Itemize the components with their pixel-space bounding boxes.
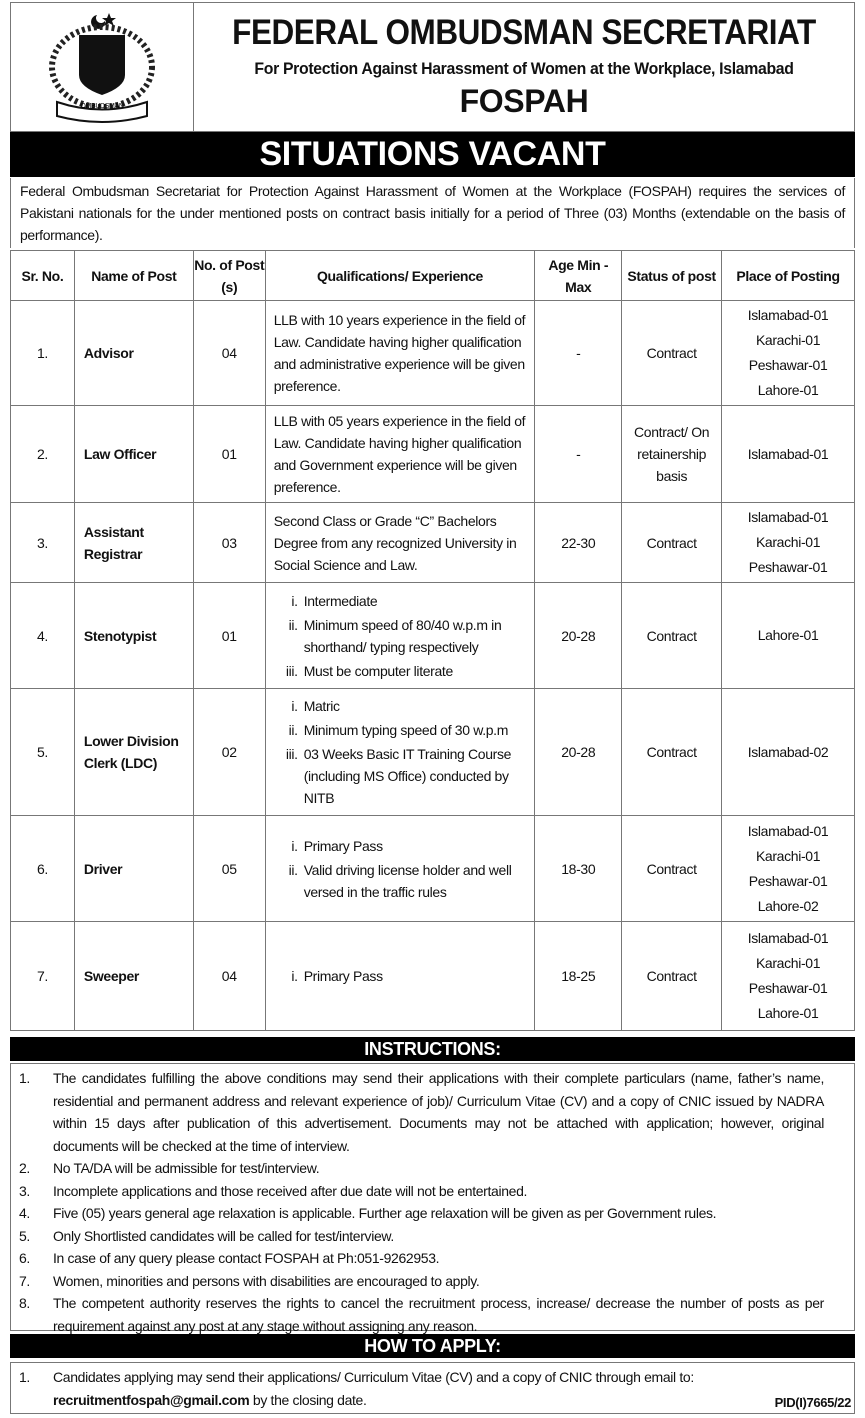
situations-vacant-banner: SITUATIONS VACANT — [10, 132, 855, 177]
table-row — [11, 583, 855, 689]
item-text: Intermediate — [303, 592, 378, 609]
logo-text: OMBUDSMAN — [80, 103, 124, 110]
table-row — [11, 406, 855, 503]
table-row — [11, 816, 855, 922]
post-status: Contract — [622, 503, 722, 583]
instructions-heading: INSTRUCTIONS: — [10, 1037, 855, 1061]
post-count: 01 — [193, 406, 265, 503]
qualification-list — [274, 835, 527, 903]
posting-places — [722, 503, 855, 583]
qualifications — [265, 816, 535, 922]
post-status: Contract — [622, 301, 722, 406]
instruction-item — [19, 1247, 824, 1270]
instruction-text: Women, minorities and persons with disabilities are encouraged to apply. — [53, 1272, 480, 1289]
qualifications — [265, 503, 535, 583]
column-header: Status of post — [622, 251, 722, 301]
age-range: 20-28 — [535, 583, 622, 689]
qualification-text: LLB with 10 years experience in the field of Law. Candidate having higher qualification and administrative experience will be given preference. — [273, 312, 526, 394]
how-to-apply-heading: HOW TO APPLY: — [10, 1334, 855, 1358]
instruction-number: 4. — [19, 1205, 30, 1221]
instructions-list — [10, 1063, 855, 1334]
item-text: Must be computer literate — [303, 662, 453, 679]
ombudsman-logo — [11, 3, 194, 131]
instruction-number: 7. — [19, 1272, 30, 1289]
post-status: Contract — [622, 583, 722, 689]
qualification-text: LLB with 05 years experience in the field of Law. Candidate having higher qualification and Government experience will be given preference. — [273, 413, 526, 495]
serial-number: 3. — [11, 503, 75, 583]
posting-place: Lahore-01 — [757, 1005, 819, 1021]
post-count: 01 — [193, 583, 265, 689]
instruction-item — [19, 1157, 824, 1180]
serial-number: 4. — [11, 583, 75, 689]
item-text: Minimum typing speed of 30 w.p.m — [303, 722, 509, 738]
instruction-item — [19, 1292, 824, 1337]
item-text: Valid driving license holder and well versed in the traffic rules — [303, 861, 512, 900]
posting-place: Peshawar-01 — [748, 357, 828, 373]
post-count: 05 — [193, 816, 265, 922]
instruction-number: 1. — [19, 1070, 30, 1086]
column-header: Age Min - Max — [535, 251, 622, 301]
qualification-list — [274, 695, 527, 809]
instruction-item — [19, 1180, 824, 1203]
table-row — [11, 689, 855, 816]
posting-place: Peshawar-01 — [748, 872, 828, 889]
post-status: Contract — [622, 922, 722, 1031]
instruction-item — [19, 1067, 824, 1157]
posting-place: Peshawar-01 — [748, 980, 828, 996]
posting-places — [722, 922, 855, 1031]
age-range: 22-30 — [535, 503, 622, 583]
age-range: 20-28 — [535, 689, 622, 816]
item-number: i. — [291, 592, 298, 609]
posting-place: Islamabad-01 — [747, 930, 829, 946]
post-count: 02 — [193, 689, 265, 816]
instruction-number: 3. — [19, 1182, 30, 1199]
qualification-item — [274, 660, 527, 682]
table-row — [11, 922, 855, 1031]
apply-text: Candidates applying may send their applications/ Curriculum Vitae (CV) and a copy of CNIC through email to: — [53, 1369, 694, 1385]
posting-places — [722, 583, 855, 689]
instruction-text: The competent authority reserves the rights to cancel the recruitment process, increase/ decrease the number of posts as per requirement against any post at any stage without assigning any reason. — [53, 1295, 824, 1334]
post-name: Assistant Registrar — [74, 503, 193, 583]
item-number: i. — [291, 837, 298, 854]
qualification-list — [274, 965, 527, 987]
posting-places — [722, 301, 855, 406]
item-text: Matric — [303, 698, 340, 714]
post-name: Sweeper — [74, 922, 193, 1031]
pid-number: PID(I)7665/22 — [774, 1395, 851, 1410]
org-subtitle: For Protection Against Harassment of Women at the Workplace, Islamabad — [254, 59, 794, 78]
posting-place: Lahore-01 — [757, 382, 819, 398]
posting-places — [722, 689, 855, 816]
serial-number: 7. — [11, 922, 75, 1031]
instruction-item — [19, 1225, 824, 1248]
posting-place: Lahore-01 — [757, 627, 819, 643]
apply-suffix: by the closing date. — [249, 1391, 367, 1408]
column-header: Sr. No. — [11, 251, 75, 301]
instruction-number: 5. — [19, 1227, 30, 1244]
column-header: Place of Posting — [722, 251, 855, 301]
posting-place: Peshawar-01 — [748, 559, 828, 575]
qualifications — [265, 301, 535, 406]
post-status: Contract — [622, 689, 722, 816]
posting-place: Karachi-01 — [755, 847, 821, 864]
posting-place: Islamabad-01 — [747, 822, 829, 839]
post-status: Contract/ On retainership basis — [622, 406, 722, 503]
qualification-text: Second Class or Grade “C” Bachelors Degree from any recognized University in Social Science and Law. — [273, 512, 517, 573]
item-number: iii. — [285, 662, 298, 679]
instruction-item — [19, 1202, 824, 1225]
posting-place: Karachi-01 — [755, 534, 821, 550]
post-name: Stenotypist — [74, 583, 193, 689]
qualification-item — [274, 695, 527, 717]
how-to-apply-box — [10, 1362, 855, 1414]
intro-paragraph: Federal Ombudsman Secretariat for Protection Against Harassment of Women at the Workplace (FOSPAH) requires the services of Pakistani nationals for the under mentioned posts on contract basis initially for a period of Three (03) Months (extendable on the basis of performance). — [10, 178, 855, 248]
instruction-item — [19, 1270, 824, 1293]
posting-place: Islamabad-01 — [747, 307, 829, 323]
instruction-text: Incomplete applications and those received after due date will not be entertained. — [53, 1182, 528, 1199]
post-name: Law Officer — [74, 406, 193, 503]
post-count: 04 — [193, 301, 265, 406]
qualifications — [265, 583, 535, 689]
org-title: FEDERAL OMBUDSMAN SECRETARIAT — [232, 13, 816, 52]
qualification-item — [274, 743, 527, 809]
qualification-item — [274, 835, 527, 857]
instruction-text: The candidates fulfilling the above conditions may send their applications with their complete particulars (name, father’s name, residential and permanent address and relevant experience of job)/ Curriculum Vitae (CV) and a copy of CNIC issued by NADRA within 15 days after publication of this advertisement. Documents may not be attached with application; however, original documents will be checked at the time of interview. — [53, 1070, 824, 1154]
qualification-item — [274, 965, 527, 987]
instruction-number: 8. — [19, 1295, 30, 1311]
qualifications — [265, 406, 535, 503]
posting-place: Islamabad-01 — [747, 445, 829, 462]
post-count: 03 — [193, 503, 265, 583]
item-number: i. — [291, 698, 298, 714]
serial-number: 5. — [11, 689, 75, 816]
qualifications — [265, 922, 535, 1031]
serial-number: 2. — [11, 406, 75, 503]
age-range: 18-25 — [535, 922, 622, 1031]
instruction-text: No TA/DA will be admissible for test/interview. — [53, 1160, 320, 1176]
posting-places — [722, 816, 855, 922]
table-row — [11, 503, 855, 583]
age-range: - — [535, 406, 622, 503]
instruction-text: Only Shortlisted candidates will be called for test/interview. — [53, 1227, 394, 1244]
instruction-text: In case of any query please contact FOSPAH at Ph:051-9262953. — [53, 1250, 440, 1266]
vacancies-table — [10, 250, 855, 1031]
instruction-number: 2. — [19, 1160, 30, 1176]
item-text: Primary Pass — [303, 968, 383, 984]
org-acronym: FOSPAH — [459, 83, 589, 119]
instruction-number: 6. — [19, 1250, 30, 1266]
item-number: i. — [291, 968, 298, 984]
serial-number: 1. — [11, 301, 75, 406]
qualifications — [265, 689, 535, 816]
post-name: Advisor — [74, 301, 193, 406]
serial-number: 6. — [11, 816, 75, 922]
post-status: Contract — [622, 816, 722, 922]
apply-number: 1. — [19, 1369, 30, 1385]
age-range: - — [535, 301, 622, 406]
age-range: 18-30 — [535, 816, 622, 922]
posting-place: Islamabad-01 — [747, 509, 829, 525]
qualification-list — [274, 590, 527, 682]
item-text: 03 Weeks Basic IT Training Course (including MS Office) conducted by NITB — [303, 746, 512, 806]
apply-email-link[interactable]: recruitmentfospah@gmail.com — [53, 1391, 250, 1408]
column-header: Name of Post — [74, 251, 193, 301]
item-number: ii. — [288, 722, 298, 738]
item-number: ii. — [288, 616, 298, 633]
posting-place: Islamabad-02 — [747, 743, 829, 760]
posting-place: Lahore-02 — [757, 897, 819, 914]
item-text: Primary Pass — [303, 837, 383, 854]
qualification-item — [274, 859, 527, 903]
qualification-item — [274, 590, 527, 612]
column-header: Qualifications/ Experience — [265, 251, 535, 301]
posting-place: Karachi-01 — [755, 332, 821, 348]
item-text: Minimum speed of 80/40 w.p.m in shorthand/ typing respectively — [303, 616, 502, 655]
post-name: Lower Division Clerk (LDC) — [74, 689, 193, 816]
table-row — [11, 301, 855, 406]
instruction-text: Five (05) years general age relaxation is applicable. Further age relaxation will be given as per Government rules. — [53, 1205, 717, 1221]
post-count: 04 — [193, 922, 265, 1031]
item-number: ii. — [288, 861, 298, 878]
posting-place: Karachi-01 — [755, 955, 821, 971]
column-header: No. of Post (s) — [193, 251, 265, 301]
qualification-item — [274, 614, 527, 658]
posting-places — [722, 406, 855, 503]
item-number: iii. — [285, 746, 298, 762]
header — [10, 2, 855, 132]
qualification-item — [274, 719, 527, 741]
post-name: Driver — [74, 816, 193, 922]
